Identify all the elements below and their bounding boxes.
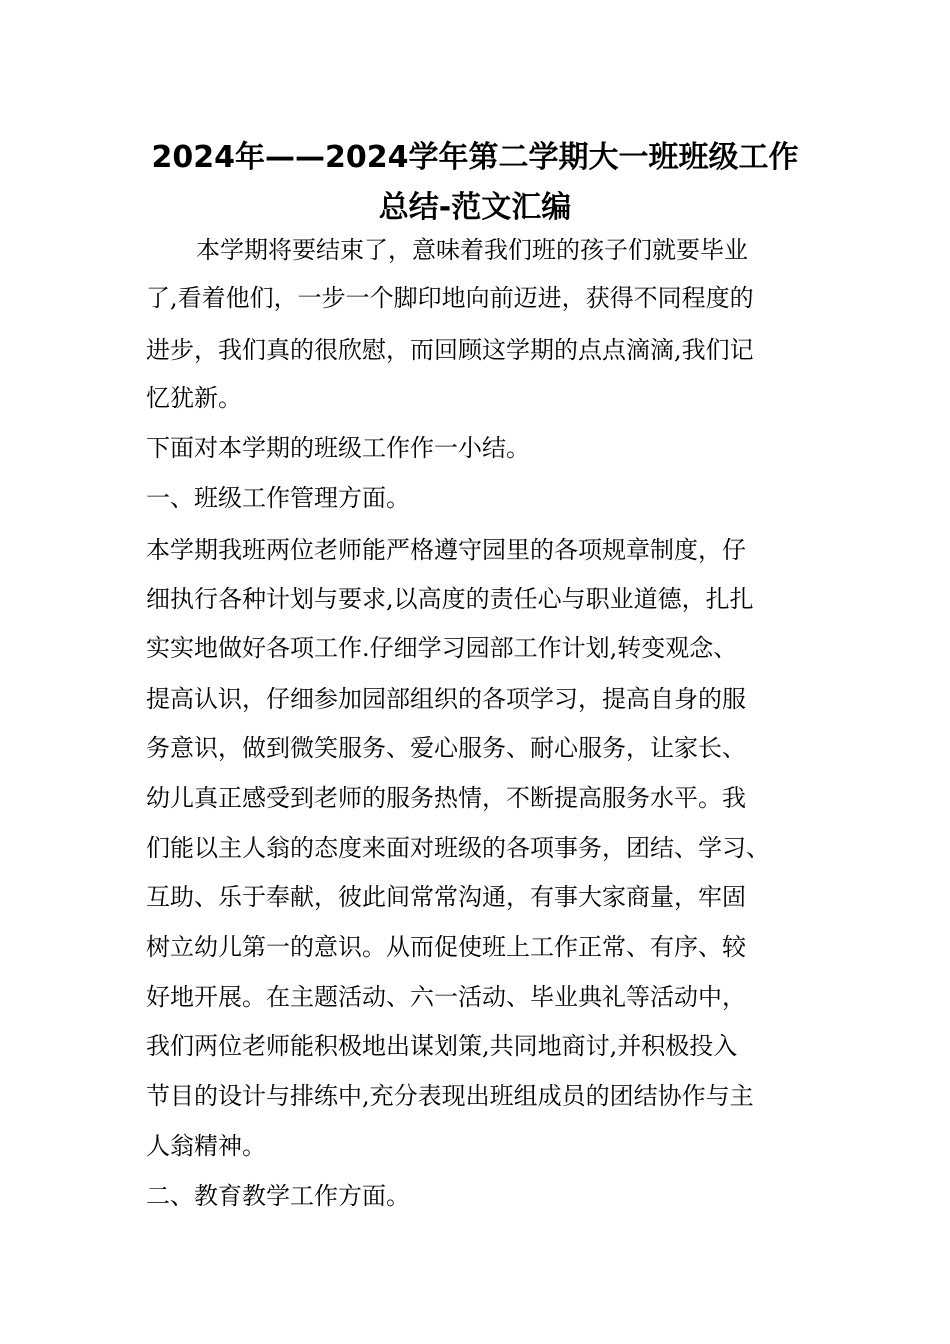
- paragraph-line: 好地开展。在主题活动、六一活动、毕业典礼等活动中，: [146, 983, 746, 1011]
- paragraph-line: 实实地做好各项工作.仔细学习园部工作计划,转变观念、: [146, 634, 738, 662]
- document-title-line-2: 总结-范文汇编: [378, 190, 572, 225]
- document-title-line-1: 2024年——2024学年第二学期大一班班级工作: [151, 140, 799, 175]
- paragraph-line: 互助、乐于奉献，彼此间常常沟通，有事大家商量，牢固: [146, 883, 746, 911]
- paragraph-line: 提高认识，仔细参加园部组织的各项学习，提高自身的服: [146, 685, 746, 713]
- paragraph-line: 细执行各种计划与要求,以高度的责任心与职业道德，扎扎: [146, 585, 754, 613]
- paragraph-line: 本学期将要结束了，意味着我们班的孩子们就要毕业: [196, 236, 748, 264]
- paragraph-line: 我们两位老师能积极地出谋划策,共同地商讨,并积极投入: [146, 1032, 738, 1060]
- paragraph-line: 务意识，做到微笑服务、爱心服务、耐心服务，让家长、: [146, 734, 746, 762]
- paragraph-line: 幼儿真正感受到老师的服务热情，不断提高服务水平。我: [146, 784, 746, 812]
- paragraph-line: 本学期我班两位老师能严格遵守园里的各项规章制度，仔: [146, 536, 746, 564]
- paragraph-line: 人翁精神。: [146, 1132, 266, 1160]
- paragraph-line: 进步，我们真的很欣慰，而回顾这学期的点点滴滴,我们记: [146, 336, 754, 364]
- section-heading: 一、班级工作管理方面。: [146, 484, 410, 512]
- paragraph-line: 节目的设计与排练中,充分表现出班组成员的团结协作与主: [146, 1082, 754, 1110]
- paragraph-line: 下面对本学期的班级工作作一小结。: [146, 434, 530, 462]
- paragraph-line: 们能以主人翁的态度来面对班级的各项事务，团结、学习、: [146, 834, 770, 862]
- paragraph-line: 了,看着他们，一步一个脚印地向前迈进，获得不同程度的: [146, 284, 754, 312]
- paragraph-line: 忆犹新。: [146, 384, 242, 412]
- section-heading: 二、教育教学工作方面。: [146, 1182, 410, 1210]
- paragraph-line: 树立幼儿第一的意识。从而促使班上工作正常、有序、较: [146, 933, 746, 961]
